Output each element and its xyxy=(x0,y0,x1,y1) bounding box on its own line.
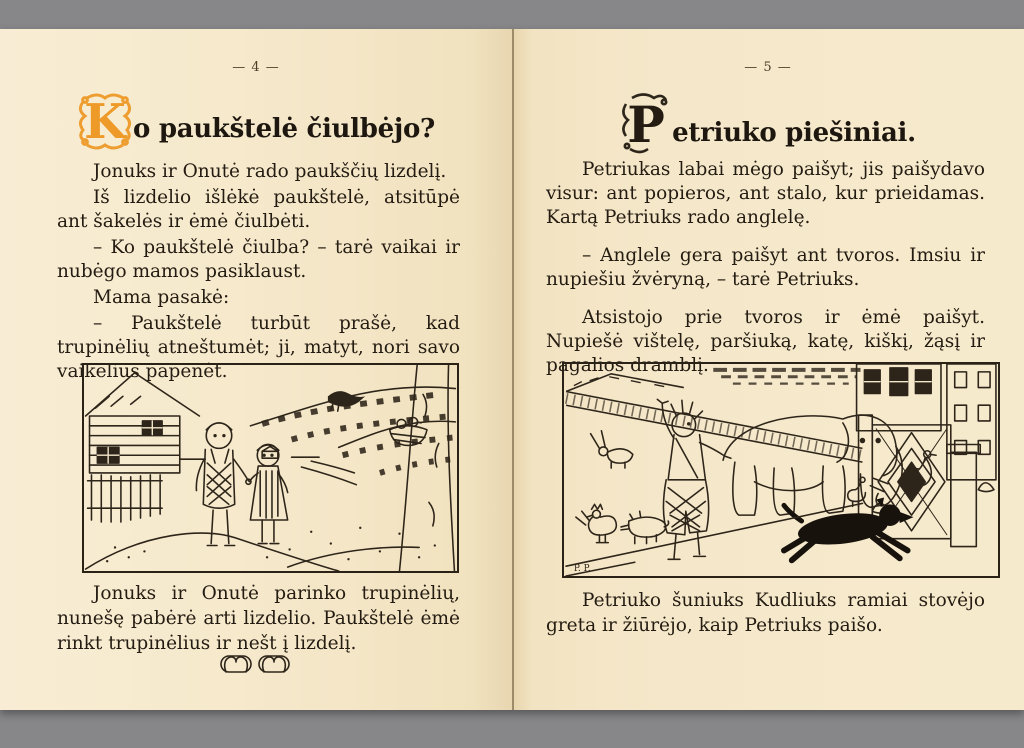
paragraph: – Paukštelė turbūt prašė, kad trupinėlių atneštumėt; ji, matyt, nori savo vaikelius papenėt. xyxy=(57,313,460,382)
left-page xyxy=(0,29,512,710)
small-goose-drawing xyxy=(848,477,866,506)
paragraph: Mama pasakė: xyxy=(93,287,230,308)
left-body-text xyxy=(57,160,460,386)
initial-letter-p: P xyxy=(627,95,665,154)
paragraph: – Anglele gera paišyt ant tvoros. Imsiu ir nupiešiu žvėryną, – tarė Petriuks. xyxy=(546,245,985,290)
pig-drawing xyxy=(621,511,669,543)
rabbit-drawing xyxy=(591,431,633,468)
ornate-initial-p xyxy=(620,92,672,154)
paragraph: Jonuks ir Onutė rado paukščių lizdelį. xyxy=(93,161,447,182)
left-title-text: o paukštelė čiulbėjo? xyxy=(133,114,435,144)
left-title xyxy=(0,92,512,150)
right-title-text: etriuko piešiniai. xyxy=(672,118,916,148)
knotwork-ornament xyxy=(219,651,293,677)
boy-figure xyxy=(196,423,248,546)
paragraph: – Ko paukštelė čiulba? – tarė vaikai ir nubėgo mamos pasiklaust. xyxy=(57,237,460,282)
right-closing-text xyxy=(546,588,985,638)
paragraph: Petriukas labai mėgo paišyt; jis paišydavo visur: ant popieros, ant stalo, kur prieidamas. Kartą Petriuks rado anglelę. xyxy=(546,159,985,228)
boy-drawing-on-wall-illustration xyxy=(564,364,998,576)
paragraph: Jonuks ir Onutė parinko trupinėlių, nunešę pabėrė arti lizdelio. Paukštelė ėmė rinkt trupinėlius ir nešt į lizdelį. xyxy=(57,583,460,654)
fence xyxy=(88,475,163,522)
right-body-text xyxy=(546,158,985,392)
ornate-initial-k xyxy=(77,92,133,150)
left-illustration-frame xyxy=(82,363,459,573)
initial-letter-k: K xyxy=(84,94,126,150)
left-closing-text xyxy=(57,581,460,656)
paragraph: Petriuko šuniuks Kudliuks ramiai stovėjo greta ir žiūrėjo, kaip Petriuks paišo. xyxy=(546,590,985,636)
right-title xyxy=(512,92,1024,154)
ground-speckles xyxy=(106,527,436,563)
book-spread xyxy=(0,29,1024,710)
log-house xyxy=(86,373,200,473)
leaves xyxy=(262,394,452,472)
paragraph: Iš lizdelio išlėkė paukštelė, atsitūpė ant šakelės ir ėmė čiulbėti. xyxy=(57,187,460,232)
paragraph: Atsistojo prie tvoros ir ėmė paišyt. Nupiešė vištelę, paršiuką, katę, kiškį, žąsį ir pagalios dramblį. xyxy=(546,307,985,376)
hen-drawing xyxy=(576,504,616,542)
right-page xyxy=(512,29,1024,710)
girl-figure xyxy=(246,444,288,543)
artist-signature: P. P. xyxy=(573,564,591,575)
background-buildings xyxy=(857,364,996,480)
page-number-right: — 5 — xyxy=(744,60,792,75)
page-number-left: — 4 — xyxy=(232,60,280,75)
children-and-nest-illustration xyxy=(84,365,457,571)
ground-path xyxy=(86,533,420,571)
right-illustration-frame xyxy=(562,362,1000,578)
sky-streaks xyxy=(713,370,860,384)
ornament-row xyxy=(0,651,512,677)
